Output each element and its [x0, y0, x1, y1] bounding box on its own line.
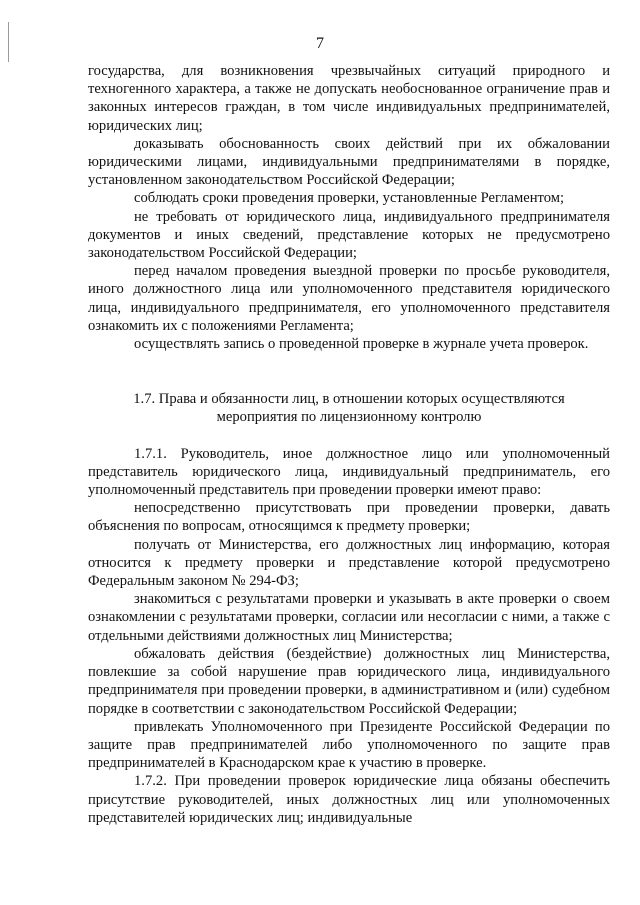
document-body: [88, 62, 610, 827]
section-heading-line-2: мероприятия по лицензионному контролю: [216, 409, 482, 426]
section-heading: [88, 390, 610, 426]
paragraph: государства, для возникновения чрезвычайных ситуаций природного и техногенного характера, а также не допускать необоснованное ограничение прав и законных интересов граждан, в том числе индивидуальных предпринимателей, юридических лиц;: [88, 63, 610, 134]
paragraph: непосредственно присутствовать при проведении проверки, давать объяснения по вопросам, относящимся к предмету проверки;: [88, 500, 610, 535]
paragraph: получать от Министерства, его должностных лиц информацию, которая относится к предмету проверки и представление которой предусмотрено Федеральным законом № 294-ФЗ;: [88, 536, 610, 590]
paragraph: 1.7.2. При проведении проверок юридические лица обязаны обеспечить присутствие руководителей, иных должностных лиц или уполномоченных представителей юридических лиц; индивидуальные: [88, 773, 610, 826]
paragraph: доказывать обоснованность своих действий при их обжаловании юридическими лицами, индивидуальными предпринимателями в порядке, установленном законодательством Российской Федерации;: [88, 135, 610, 189]
paragraph: осуществлять запись о проведенной проверке в журнале учета проверок.: [134, 336, 589, 353]
page-number: 7: [316, 35, 324, 52]
paragraph: 1.7.1. Руководитель, иное должностное лицо или уполномоченный представитель юридического лица, индивидуальный предприниматель, его уполномоченный представитель при проведении проверки имеют право:: [88, 445, 610, 499]
paragraph: не требовать от юридического лица, индивидуального предпринимателя документов и иных сведений, представление которых не предусмотрено законодательством Российской Федерации;: [88, 208, 610, 262]
paragraph: знакомиться с результатами проверки и указывать в акте проверки о своем ознакомлении с результатами проверки, согласии или несогласии с ними, а также с отдельными действиями должностных лиц Министерства;: [88, 591, 610, 644]
paragraph: обжаловать действия (бездействие) должностных лиц Министерства, повлекшие за собой нарушение прав юридического лица, индивидуального предпринимателя при проведении проверки, в административном и (или) судебном порядке в соответствии с законодательством Российской Федерации;: [88, 645, 610, 717]
paragraph: привлекать Уполномоченного при Президенте Российской Федерации по защите прав предпринимателей либо уполномоченного по защите прав предпринимателей в Краснодарском крае к участию в проверке.: [88, 718, 610, 772]
section-heading-line-1: 1.7. Права и обязанности лиц, в отношении которых осуществляются: [133, 391, 565, 408]
paragraph: соблюдать сроки проведения проверки, установленные Регламентом;: [134, 190, 565, 207]
paragraph: перед началом проведения выездной проверки по просьбе руководителя, иного должностного лица или уполномоченного представителя юридического лица, индивидуального предпринимателя, его уполномоченного представителя ознакомить их с положениями Регламента;: [88, 263, 610, 334]
